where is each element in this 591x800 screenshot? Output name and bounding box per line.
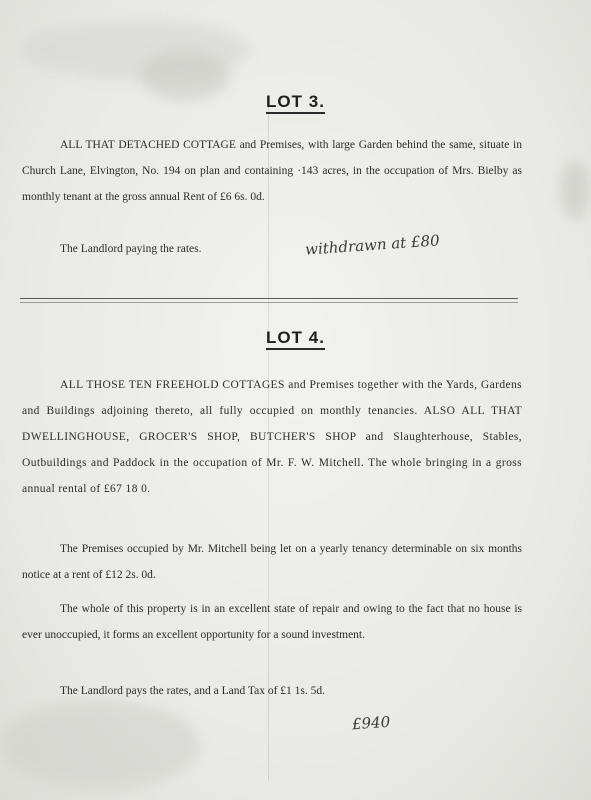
lot4-heading <box>0 328 591 348</box>
paper-stain <box>0 700 200 790</box>
lot3-handwritten-note: withdrawn at £80 <box>304 231 441 259</box>
section-divider-secondary <box>20 302 518 303</box>
lot3-heading-text: LOT 3. <box>266 92 325 114</box>
lot3-description: ALL THAT DETACHED COTTAGE and Premises, with large Garden behind the same, situate in Church Lane, Elvington, No. 194 on plan and containing ·143 acres, in the occupation of Mrs. Bielby as monthly tenant at the gross annual Rent of £6 6s. 0d. <box>22 139 522 203</box>
lot4-description: ALL THOSE TEN FREEHOLD COTTAGES and Premises together with the Yards, Gardens and Buildings adjoining thereto, all fully occupied on monthly tenancies. ALSO ALL THAT DWELLINGHOUSE, GROCER'S SHOP, BUTCHER'S SHOP and Slaughterhouse, Stables, Outbuildings and Paddock in the occupation of Mr. F. W. Mitchell. The whole bringing in a gross annual rental of £67 18 0. <box>22 379 522 495</box>
paper-stain <box>560 160 590 220</box>
lot4-heading-text: LOT 4. <box>266 328 325 350</box>
lot4-handwritten-price: £940 <box>351 712 391 734</box>
lot3-rates-note: The Landlord paying the rates. <box>60 243 202 255</box>
lot3-heading <box>0 92 591 112</box>
lot4-land-tax: The Landlord pays the rates, and a Land Tax of £1 1s. 5d. <box>60 685 326 697</box>
lot4-tenancy: The Premises occupied by Mr. Mitchell being let on a yearly tenancy determinable on six months notice at a rent of £12 2s. 0d. <box>22 543 522 581</box>
section-divider <box>20 298 518 299</box>
lot4-investment: The whole of this property is in an excellent state of repair and owing to the fact that no house is ever unoccupied, it forms an excellent opportunity for a sound investment. <box>22 603 522 641</box>
